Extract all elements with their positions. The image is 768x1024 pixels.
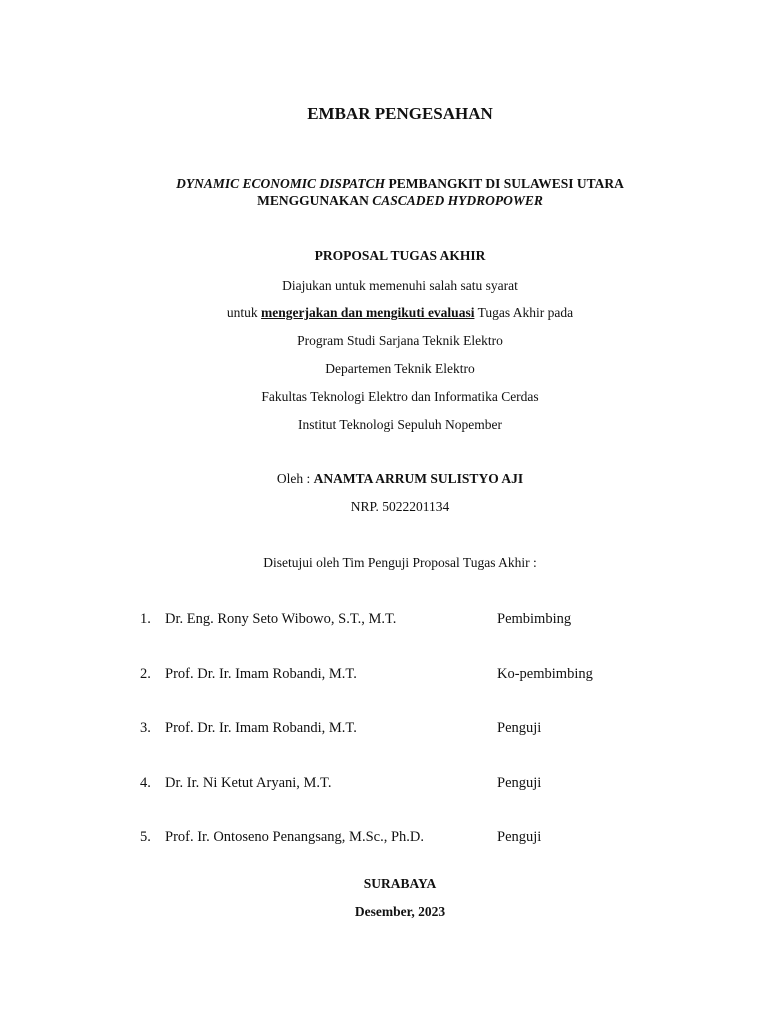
thesis-title-italic-part: DYNAMIC ECONOMIC DISPATCH <box>176 176 386 191</box>
page-heading: EMBAR PENGESAHAN <box>307 104 493 123</box>
thesis-title-line-2 <box>0 193 768 209</box>
thesis-title-line-1 <box>0 176 768 192</box>
proposal-label: PROPOSAL TUGAS AKHIR <box>314 248 486 263</box>
date: Desember, 2023 <box>354 904 446 919</box>
examiner-number: 5. <box>140 829 151 845</box>
purpose-line-1: Diajukan untuk memenuhi salah satu syarat <box>282 278 518 293</box>
examiner-row <box>0 720 768 740</box>
purpose-line-2-pre: untuk <box>226 305 262 320</box>
examiner-name: Prof. Ir. Ontoseno Penangsang, M.Sc., Ph.D. <box>165 829 424 845</box>
examiner-name: Prof. Dr. Ir. Imam Robandi, M.T. <box>165 666 357 682</box>
examiner-name: Prof. Dr. Ir. Imam Robandi, M.T. <box>165 720 357 736</box>
examiner-number: 4. <box>140 775 151 791</box>
approval-statement: Disetujui oleh Tim Penguji Proposal Tugas Akhir : <box>263 555 537 570</box>
thesis-title-line2-italic: CASCADED HYDROPOWER <box>372 193 543 208</box>
purpose-line-2 <box>0 305 768 321</box>
examiner-row <box>0 829 768 849</box>
author-name: ANAMTA ARRUM SULISTYO AJI <box>313 471 524 486</box>
city: SURABAYA <box>363 876 437 891</box>
author-label: Oleh : <box>276 471 314 486</box>
department: Departemen Teknik Elektro <box>325 361 475 376</box>
examiner-row <box>0 775 768 795</box>
purpose-line-2-post: Tugas Akhir pada <box>474 305 574 320</box>
examiner-name: Dr. Ir. Ni Ketut Aryani, M.T. <box>165 775 332 791</box>
study-program: Program Studi Sarjana Teknik Elektro <box>297 333 503 348</box>
institute: Institut Teknologi Sepuluh Nopember <box>298 417 502 432</box>
examiner-role: Pembimbing <box>497 611 572 627</box>
faculty: Fakultas Teknologi Elektro dan Informatika Cerdas <box>261 389 539 404</box>
examiner-number: 2. <box>140 666 151 682</box>
thesis-title-rest: PEMBANGKIT DI SULAWESI UTARA <box>385 176 624 191</box>
examiner-role: Penguji <box>497 829 542 845</box>
author-line <box>0 471 768 487</box>
examiner-number: 3. <box>140 720 151 736</box>
examiner-role: Penguji <box>497 720 542 736</box>
examiner-role: Penguji <box>497 775 542 791</box>
purpose-line-2-emphasis: mengerjakan dan mengikuti evaluasi <box>261 305 475 320</box>
student-id: NRP. 5022201134 <box>350 499 450 514</box>
examiner-number: 1. <box>140 611 151 627</box>
examiner-role: Ko-pembimbing <box>497 666 593 682</box>
examiner-row <box>0 666 768 686</box>
examiner-row <box>0 611 768 631</box>
examiner-name: Dr. Eng. Rony Seto Wibowo, S.T., M.T. <box>165 611 397 627</box>
thesis-title-line2-normal: MENGGUNAKAN <box>257 193 373 208</box>
